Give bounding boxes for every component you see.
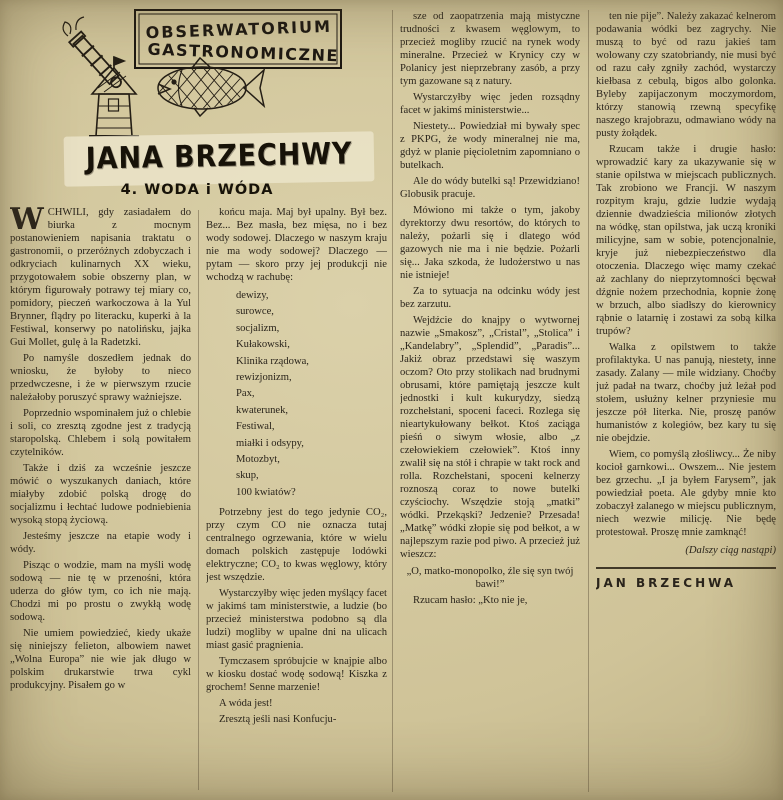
- list-item: rewizjonizm,: [236, 372, 292, 384]
- list-item: Festiwal,: [236, 421, 275, 433]
- paragraph: Potrzebny jest do tego jedynie CO₂, przy czym CO nie oznacza tutaj centralnego ogrzewania, które w wielu domach polskich zastępuje lodówki elektryczne; CO₂ to kwas węglowy, który jest wszędzie.: [206, 507, 387, 584]
- list-item: Kułakowski,: [236, 339, 290, 351]
- list-item: Motozbyt,: [236, 454, 280, 466]
- drop-cap: W: [10, 206, 44, 237]
- paragraph: Wejdźcie do knajpy o wytwornej nazwie „Smakosz”, „Cristal”, „Stolica” i „Kandelabry”, „Splendid”, „Paradis”... Jakiż obraz przedstawi się waszym oczom? Oto przy stolikach nad brudnymi obrusami, które pamiętają jeszcze kult jednostki i kult kukurydzy, siedzą rozchełstani, spoceni faceci. Rozlega się nieartykułowany bełkot. Ktoś zaciąga pieśń o siwym włosie, albo „z czełowiekiem czełowiek”. Ktoś inny zwalił się na stół i chrapie w takt rock and rolla. Rozchełstani, spoceni kelnerzy roznoszą coraz to nowe butelki czyściochy. Wszędzie stoją „matki” wódki. Przekąski? Jedzenie? Przesada! „Matkę” wódki złopie się pod bełkot, a w najlepszym razie pod piwo. A przecież już wieszcz:: [400, 315, 580, 560]
- column-2-intro: końcu maja. Maj był upalny. Był bez. Bez... Bez masła, bez mięsa, no i bez wody sodowej. Dlaczego w naszym kraju nie ma wody sodowej? Dlaczego — pytam — skoro przy jej produkcji nie wchodzą w rachubę:: [206, 207, 387, 283]
- paragraph: Zresztą jeśli nasi Konfucju-: [219, 714, 337, 726]
- lead-text: CHWILI, gdy zasiadałem do biurka z mocnym postanowieniem napisania traktatu o gastronomii, o przeróżnych zdobyczach i odkryciach kulinarnych XX wieku, przygotowałem sobie obszerny plan, w którym figurowały potrawy tej miary co, pomidory, pieczeń warkoczowa à la Yul Brynner, flądry po literacku, kuperki à la Festiwal, konserwy po natolińsku, jajka Gui Mollet, gulę à la Radetzki.: [10, 207, 191, 348]
- lead-paragraph: [10, 206, 191, 349]
- list-item: surowce,: [236, 306, 274, 318]
- ingredient-list: [236, 288, 387, 501]
- continuation-note: (Dalszy ciąg nastąpi): [685, 545, 776, 556]
- list-item: socjalizm,: [236, 322, 280, 334]
- paragraph: sze od zaopatrzenia mają mistyczne trudności z kwasem węglowym, to przecież mogliby rzucić na rynek wody mineralne. Przecież w Krynicy czy w Polanicy jest nieprzebrany zasób, a przy tym gazowane są z natury.: [400, 11, 580, 87]
- paragraph: Niestety... Powiedział mi bywały spec z PKPG, że wody mineralnej nie ma, gdyż w planie pięcioletnim zapomniano o butelkach.: [400, 121, 580, 171]
- author-signature: JAN BRZECHWA: [596, 567, 776, 590]
- column-divider: [198, 210, 199, 790]
- column-4-paragraphs: [596, 10, 776, 539]
- article-heading: 4. WODA i WÓDA: [120, 182, 274, 198]
- masthead-line2: GASTRONOMICZNE: [147, 39, 340, 66]
- list-item: Klinika rządowa,: [236, 355, 309, 367]
- masthead-line1: OBSERWATORIUM: [145, 16, 333, 43]
- paragraph: Poprzednio wspominałem już o chlebie i soli, co zresztą zgodne jest z tradycją staropolską. Chlebem i solą powitałem czytelników.: [10, 408, 191, 458]
- column-2: [206, 206, 387, 792]
- paragraph: Także i dziś za wcześnie jeszcze mówić o wyszukanych daniach, które miałyby zdobić polską drogę do socjalizmu i łechtać ludowe podniebienia wysoką stopą życiową.: [10, 463, 191, 526]
- column-divider: [392, 10, 393, 792]
- paragraph: Tymczasem spróbujcie w knajpie albo w kiosku dostać wodę sodową! Kiszka z grochem! Senne marzenie!: [206, 656, 387, 694]
- column-title: JANA BRZECHWY: [85, 136, 353, 177]
- column-1-paragraphs: [10, 352, 191, 692]
- fish-icon: [154, 58, 264, 116]
- column-3-paragraphs: [400, 10, 580, 561]
- smoke-icon: [63, 17, 84, 36]
- paragraph: Jesteśmy jeszcze na etapie wody i wódy.: [10, 531, 191, 555]
- column-1: [10, 206, 191, 792]
- column-4: [596, 10, 776, 792]
- verse-quote: „O, matko-monopolko, źle się syn twój bawi!”: [406, 566, 574, 590]
- list-item: dewizy,: [236, 290, 269, 301]
- paragraph: Pisząc o wodzie, mam na myśli wodę sodową — nie tę w przenośni, która uderza do głów tym, co ich nie mają. Chodzi mi po prostu o zwykłą wodę sodową.: [10, 560, 191, 623]
- paragraph: A wóda jest!: [219, 698, 273, 710]
- masthead: [8, 6, 386, 202]
- column-3-last-paragraph: Rzucam hasło: „Kto nie je,: [413, 595, 528, 606]
- paragraph: Walka z opilstwem to także profilaktyka. U nas panują, niestety, inne zasady. Zalany — mile widziany. Choćby już padał na twarz, choćby już leżał pod stołem, usłużny kelner przyniesie mu jeszcze pół literka. Nie, proszę panów humanistów z kolegiów, bez kary tu się nie obejdzie.: [596, 342, 776, 444]
- paragraph: Wystarczyłby więc jeden myślący facet w jakimś tam ministerstwie, a ludzie (bo przecież ministerstwa podobno są dla ludzi) mogliby w upalne dni na ulicach miast gasić pragnienia.: [206, 588, 387, 652]
- paragraph: Wiem, co pomyślą złośliwcy... Że niby kocioł garnkowi... Owszem... Nie jestem bez grzechu. „I ja byłem Farysem”, jak powiedział poeta. Ale gdyby mnie kto zobaczył zalanego w miejscu publicznym, niech wezwie milicję. Nie będę protestował. Proszę mnie zamknąć!: [596, 449, 776, 538]
- column-2-paragraphs: [206, 506, 387, 726]
- paragraph: Wystarczyłby więc jeden rozsądny facet w jakimś ministerstwie...: [400, 92, 580, 116]
- paragraph: Za to sytuacja na odcinku wódy jest bez zarzutu.: [400, 286, 580, 310]
- list-item: 100 kwiatów?: [236, 486, 296, 498]
- paragraph: Nie umiem powiedzieć, kiedy ukaże się niniejszy felieton, albowiem nawet „Wolna Europa” nie wie jak długo w polskim drukarstwie trwa cykl produkcyjny. Pisałem go w: [10, 628, 191, 691]
- list-item: kwaterunek,: [236, 404, 289, 416]
- list-item: Pax,: [236, 388, 255, 400]
- column-3: [400, 10, 580, 792]
- paragraph: Mówiono mi także o tym, jakoby dyrektorzy dwu resortów, do których to należy, pożarli się i dlatego wód gazowych nie ma i nie będzie. Pożarli się... Jaka szkoda, że ludożerstwo u nas nie istnieje!: [400, 205, 580, 281]
- paragraph: Rzucam także i drugie hasło: wprowadzić kary za ukazywanie się w stanie opilstwa w miejscach publicznych. Tak zrobiono we Francji. W naszym rozpitym kraju, gdzie ludzie wydają dziennie dwadzieścia milionów złotych na wódkę, stan opilstwa, jak uczą kroniki milicyjne, sam w sobie, potencjonalnie, kryje już niebezpieczeństwo dla otoczenia. Dlaczego więc mamy czekać aż zachlany do nieprzytomności bęcwał dźgnie nożem przechodnia, kopnie żonę w brzuch, albo siadłszy do kierownicy rąbnie o latarnię i zostawi za sobą kilka trupów?: [596, 144, 776, 337]
- list-item: miałki i odsypy,: [236, 437, 304, 449]
- paragraph: ten nie pije”. Należy zakazać kelnerom podawania wódki bez zagrychy. Nie muszą to być od razu jakieś tam wolowany czy szatobriandy, nie musi być od razu cały zgniły zachód, wystarczy kiełbasa z cebulą, bigos albo golonka. Byleby zapijaczonym moczymordom, którzy stanowią rzewną specyfikę naszego krajobrazu, odmawiano wódy na pusty żołądek.: [596, 11, 776, 139]
- column-divider: [588, 10, 589, 792]
- list-item: skup,: [236, 470, 259, 482]
- paragraph: Ale do wódy butelki są! Przewidziano! Globusik pracuje.: [400, 176, 580, 200]
- paragraph: Po namyśle doszedłem jednak do wniosku, że byłoby to nieco przedwczesne, i że w pierwszym rzucie należałoby poruszyć sprawy ważniejsze.: [10, 353, 191, 403]
